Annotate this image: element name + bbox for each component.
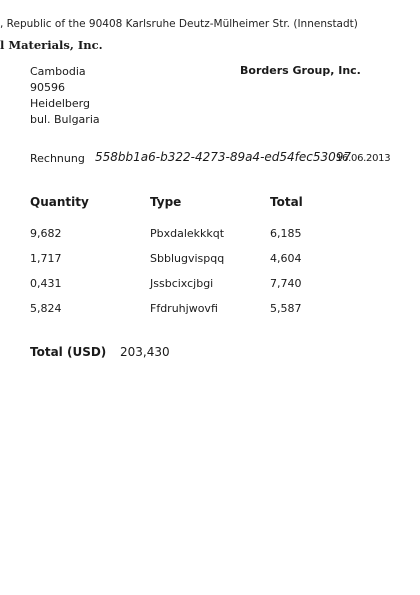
sender-address-line: , Republic of the 90408 Karlsruhe Deutz-Mülheimer Str. (Innenstadt) bbox=[0, 18, 358, 30]
cell-total: 6,185 bbox=[270, 227, 302, 240]
cell-type: Jssbcixcjbgi bbox=[150, 277, 214, 290]
table-row bbox=[0, 277, 420, 293]
table-header-quantity: Quantity bbox=[30, 195, 89, 209]
address-street: bul. Bulgaria bbox=[30, 113, 100, 126]
cell-quantity: 1,717 bbox=[30, 252, 62, 265]
table-row bbox=[0, 252, 420, 268]
address-city: Heidelberg bbox=[30, 97, 90, 110]
cell-type: Sbblugvispqq bbox=[150, 252, 225, 265]
total-value: 203,430 bbox=[120, 345, 170, 359]
address-country: Cambodia bbox=[30, 65, 86, 78]
cell-quantity: 5,824 bbox=[30, 302, 62, 315]
total-label: Total (USD) bbox=[30, 345, 107, 359]
cell-quantity: 0,431 bbox=[30, 277, 62, 290]
cell-type: Ffdruhjwovfi bbox=[150, 302, 218, 315]
table-row bbox=[0, 227, 420, 243]
sender-company-name: l Materials, Inc. bbox=[0, 38, 103, 52]
cell-quantity: 9,682 bbox=[30, 227, 62, 240]
invoice-id: 558bb1a6-b322-4273-89a4-ed54fec53097 bbox=[95, 150, 352, 164]
table-row bbox=[0, 302, 420, 318]
cell-total: 4,604 bbox=[270, 252, 302, 265]
table-header-total: Total bbox=[270, 195, 303, 209]
table-header-type: Type bbox=[150, 195, 182, 209]
cell-type: Pbxdalekkkqt bbox=[150, 227, 225, 240]
billing-address-block bbox=[30, 64, 100, 128]
recipient-company-name: Borders Group, Inc. bbox=[240, 64, 361, 77]
cell-total: 7,740 bbox=[270, 277, 302, 290]
invoice-date: 16.06.2013 bbox=[336, 153, 391, 164]
cell-total: 5,587 bbox=[270, 302, 302, 315]
invoice-label: Rechnung bbox=[30, 152, 85, 165]
address-postal-code: 90596 bbox=[30, 81, 65, 94]
